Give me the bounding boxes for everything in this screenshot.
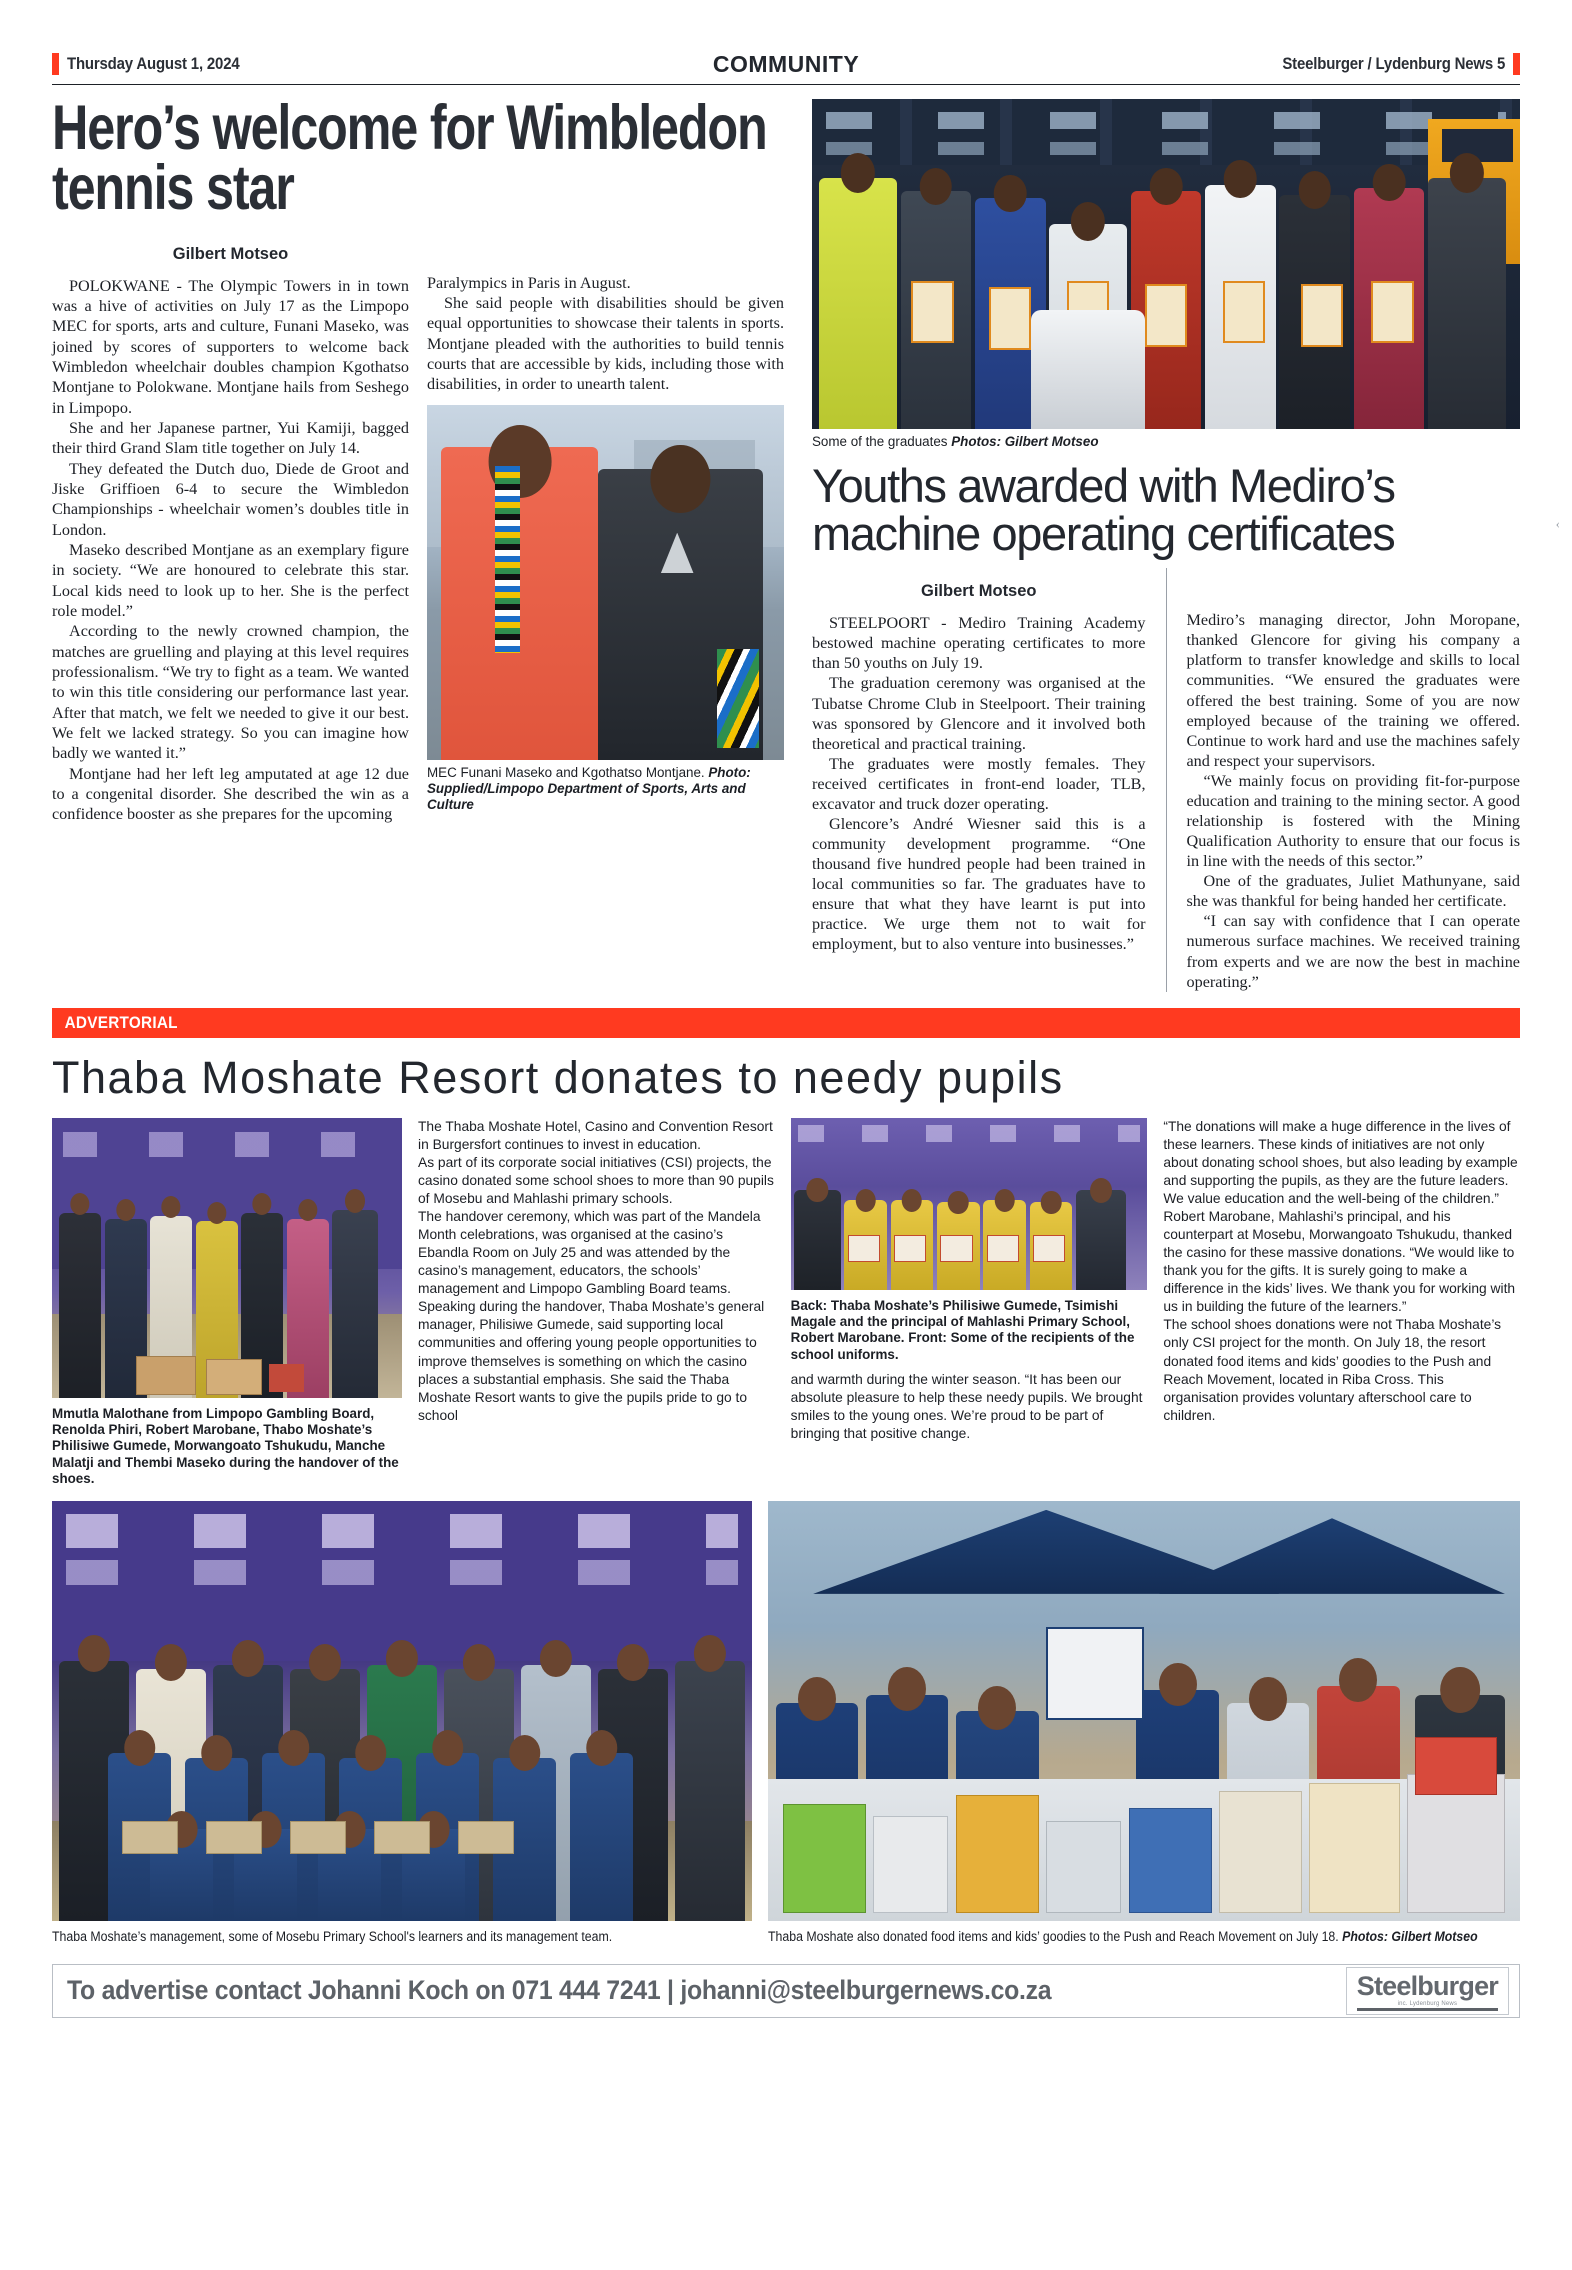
paragraph: Montjane had her left leg amputated at age 12 due to a congenital disorder. She described the win as a confidence booster as she prepares for the upcoming — [52, 764, 409, 824]
section-title: COMMUNITY — [712, 50, 860, 77]
caption-text: Back: Thaba Moshate’s Philisiwe Gumede, Tsimishi Magale and the principal of Mahlashi Primary School, Robert Marobane. Front: Some of the recipients of the school uniforms. — [790, 1297, 1135, 1362]
paragraph: They defeated the Dutch duo, Diede de Groot and Jiske Griffioen 6-4 to secure the Wimbledon Championships - wheelchair women’s doubles title in London. — [52, 459, 409, 539]
paragraph: She and her Japanese partner, Yui Kamiji, bagged their third Grand Slam title together on July 14. — [52, 418, 409, 458]
advertorial-col3 — [791, 1118, 1148, 1488]
photo-mec-caption — [427, 765, 784, 814]
photo-mec-and-montjane — [427, 405, 784, 760]
masthead-right — [1252, 53, 1520, 75]
logo-subtitle: inc. Lydenburg News — [1397, 2000, 1458, 2007]
masthead-rule — [52, 84, 1520, 85]
article-mediro-byline: Gilbert Motseo — [920, 582, 1037, 601]
article-tennis-columns — [52, 231, 784, 825]
photo-uniform-caption — [791, 1298, 1148, 1363]
paragraph: “I can say with confidence that I can operate numerous surface machines. We received training from experts and we are now the best in machine operating.” — [1186, 912, 1520, 991]
paragraph: STEELPOORT - Mediro Training Academy bestowed machine operating certificates to more than 50 youths on July 19. — [812, 614, 1146, 673]
edge-registration-mark: ‹ — [1555, 516, 1560, 531]
caption-text: Mmutla Malothane from Limpopo Gambling Board, Renolda Phiri, Robert Marobane, Thabo Moshate’s Philisiwe Gumede, Morwangoato Tshukudu, Manche Malatji and Thembi Maseko during the handover of the shoes. — [52, 1405, 399, 1487]
paragraph: Robert Marobane, Mahlashi’s principal, and his counterpart at Mosebu, Morwangoato Tshukudu, thanked the casino for these massive donations. “We would like to thank you for the gifts. It is surely going to make a difference in the kids’ lives. We thank you for working with us in building the future of the learners.” — [1163, 1209, 1516, 1315]
photo-mosebu-caption: Thaba Moshate’s management, some of Mosebu Primary School's learners and its management team. — [52, 1929, 613, 1945]
article-tennis-col2 — [427, 231, 784, 825]
advertorial-col1 — [52, 1118, 402, 1488]
article-tennis-byline: Gilbert Motseo — [172, 244, 289, 263]
photo-uniform-recipients — [791, 1118, 1148, 1290]
paragraph: Mediro’s managing director, John Moropane, thanked Glencore for giving his company a platform to transfer knowledge and skills to local communities. “We ensured the graduates were offered the best training. Some of you are now employed because of the training we offered. Continue to work hard and use the machines safely and respect your supervisors. — [1186, 611, 1520, 770]
photo-push-and-reach-donation — [768, 1501, 1520, 1921]
paragraph: The school shoes donations were not Thaba Moshate’s only CSI project for the month. On July 18, the resort donated food items and kids’ goodies to the Push and Reach Movement, located in Riba Cross. This organisation provides voluntary afterschool care to children. — [1163, 1317, 1502, 1423]
bottom-photo-row — [52, 1501, 1520, 1945]
logo-underline — [1357, 2008, 1498, 2011]
publication-and-page: Steelburger / Lydenburg News 5 — [1282, 54, 1505, 73]
bottom-photo-left-wrap — [52, 1501, 752, 1945]
article-mediro-col2 — [1166, 568, 1521, 991]
caption-credit: Photo: Supplied/Limpopo Department of Sports, Arts and Culture — [427, 764, 751, 813]
paragraph: POLOKWANE - The Olympic Towers in in town was a hive of activities on July 17 as the Limpopo MEC for sports, arts and culture, Funani Maseko, was joined by scores of supporters to welcome back Wimbledon wheelchair doubles champion Kgothatso Montjane to Polokwane. Montjane hails from Seshego in Limpopo. — [52, 276, 409, 417]
article-mediro-columns — [812, 568, 1520, 991]
photo-mosebu-learners — [52, 1501, 752, 1921]
figure-left — [441, 447, 598, 759]
caption-text: Some of the graduates — [812, 434, 952, 449]
advertorial-banner — [52, 1008, 1520, 1038]
advertise-contact-text: To advertise contact Johanni Koch on 071 444 7241 | johanni@steelburgernews.co.za — [67, 1975, 1052, 2006]
paragraph: She said people with disabilities should be given equal opportunities to showcase their talents in sports. Montjane pleaded with the authorities to build tennis courts that are accessible by kids, including those with disabilities, in order to unearth talent. — [427, 294, 784, 394]
article-tennis-headline: Hero’s welcome for Wimbledon tennis star — [52, 93, 767, 223]
article-mediro — [802, 99, 1520, 992]
advertorial-col4-body — [1163, 1118, 1520, 1425]
advertorial-headline: Thaba Moshate Resort donates to needy pupils — [52, 1051, 1064, 1103]
paragraph: Speaking during the handover, Thaba Moshate’s general manager, Philisiwe Gumede, said supporting local communities and offering young people opportunities to improve themselves is something on which the casino places a substantial emphasis. She said the Thaba Moshate Resort wants to give the pupils pride to go to school — [418, 1299, 765, 1423]
caption-text: Thaba Moshate also donated food items and kids’ goodies to the Push and Reach Movement on July 18. — [768, 1929, 1343, 1945]
newspaper-page — [0, 46, 1572, 2270]
article-mediro-col1-body — [812, 613, 1146, 954]
article-mediro-col1 — [812, 568, 1146, 991]
article-tennis — [52, 93, 802, 992]
advertise-contact-strip[interactable] — [52, 1964, 1520, 2018]
paragraph: As part of its corporate social initiatives (CSI) projects, the casino donated some school shoes to more than 90 pupils of Mosebu and Mahlashi primary schools. — [418, 1154, 774, 1206]
advertorial-col4 — [1163, 1118, 1520, 1488]
paragraph: Maseko described Montjane as an exemplary figure in society. “We are honoured to celebrate this star. Local kids need to look up to her. She is the perfect role model.” — [52, 540, 409, 620]
advertorial-col2-body — [418, 1118, 775, 1425]
top-section — [52, 93, 1520, 992]
paragraph: Paralympics in Paris in August. — [427, 273, 631, 292]
graduates-row — [812, 99, 1520, 429]
bottom-photo-right-wrap — [768, 1501, 1520, 1945]
figure-right — [598, 469, 762, 760]
photo-graduates-caption — [812, 434, 1520, 450]
issue-date: Thursday August 1, 2024 — [67, 54, 240, 73]
paragraph: “We mainly focus on providing fit-for-purpose education and training to the mining sector. A good relationship is fostered with the Mining Qualification Authority to ensure that our focus is in line with the needs of this sector.” — [1186, 771, 1520, 871]
paragraph: and warmth during the winter season. “It has been our absolute pleasure to help these needy pupils. We brought smiles to the young ones. We’re proud to be part of bringing that positive change. — [790, 1372, 1143, 1442]
paragraph: The graduation ceremony was organised at the Tubatse Chrome Club in Steelpoort. Their training was sponsored by Glencore and it involved both theoretical and practical training. — [812, 674, 1146, 753]
logo-wordmark: Steelburger — [1356, 1970, 1498, 2001]
article-tennis-col1-body — [52, 276, 409, 825]
article-mediro-col2-body — [1187, 610, 1521, 991]
article-mediro-headline: Youths awarded with Mediro’s machine operating certificates — [812, 459, 1395, 561]
photo-graduates — [812, 99, 1520, 429]
caption-credit: Photos: Gilbert Motseo — [951, 434, 1099, 449]
advertorial-col3-body — [791, 1371, 1148, 1443]
advertorial-label: ADVERTORIAL — [64, 1012, 178, 1032]
paragraph: The graduates were mostly females. They received certificates in front-end loader, TLB, excavator and truck dozer operating. — [812, 754, 1146, 813]
paragraph: Glencore’s André Wiesner said this is a community development programme. “One thousand five hundred people had been trained in local communities so far. The graduates have to ensure that what they have learnt is put into practice. We urge them not to wait for employment, but to also venture into businesses.” — [812, 815, 1146, 954]
advertorial-columns — [52, 1118, 1520, 1488]
caption-credit: Photos: Gilbert Motseo — [1342, 1929, 1478, 1945]
red-accent-tick-left — [52, 53, 59, 75]
masthead-left — [52, 53, 263, 75]
paragraph: The handover ceremony, which was part of the Mandela Month celebrations, was organised at the casino’s Ebandla Room on July 25 and was attended by the casino’s management, educators, the schools’ management and Limpopo Gambling Board teams. — [418, 1209, 761, 1297]
paragraph: According to the newly crowned champion, the matches are gruelling and playing at this level requires professionalism. “We try to fight as a team. We wanted to win this title considering our performance last year. After that match, we felt we needed to give it our best. We felt we lacked strategy. So you can imagine how badly we wanted it.” — [52, 622, 409, 763]
paragraph: “The donations will make a huge difference in the lives of these learners. These kinds of initiatives are not only about donating school shoes, but also leading by example and supporting the pupils, as they are the future leaders. We value education and the well-being of the children.” — [1163, 1118, 1518, 1206]
article-tennis-col2-body — [427, 273, 784, 395]
article-tennis-col1 — [52, 231, 409, 825]
advertorial-col2 — [418, 1118, 775, 1488]
photo-handover-caption — [52, 1406, 402, 1488]
paragraph: The Thaba Moshate Hotel, Casino and Convention Resort in Burgersfort continues to invest in education. — [418, 1118, 773, 1152]
red-accent-tick-right — [1513, 53, 1520, 75]
steelburger-logo — [1346, 1967, 1509, 2015]
photo-handover-group — [52, 1118, 402, 1398]
caption-text: MEC Funani Maseko and Kgothatso Montjane. — [427, 764, 709, 780]
photo-push-and-reach-caption — [768, 1929, 1515, 1945]
paragraph: One of the graduates, Juliet Mathunyane, said she was thankful for being handed her certificate. — [1186, 872, 1520, 911]
masthead — [52, 46, 1520, 82]
